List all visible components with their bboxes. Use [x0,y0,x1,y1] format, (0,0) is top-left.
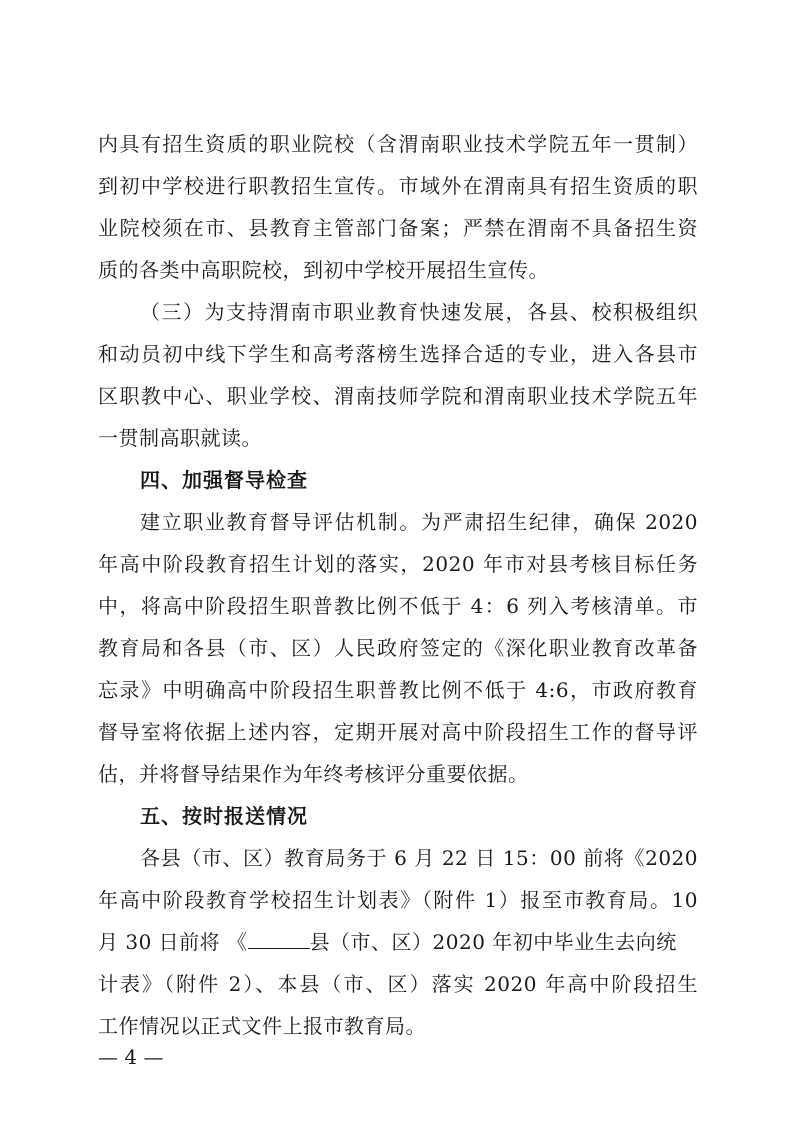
text-line: 教育局和各县（市、区）人民政府签定的《深化职业教育改革备 [98,636,698,660]
text-line: 忘录》中明确高中阶段招生职普教比例不低于 4:6，市政府教育 [98,678,698,702]
text-line: 计表》（附件 2）、本县（市、区）落实 2020 年高中阶段招生 [98,972,698,996]
text-line: 业院校须在市、县教育主管部门备案；严禁在渭南不具备招生资 [98,216,698,240]
text-segment: 月 30 日前将 《 [98,930,248,954]
fill-in-blank [248,930,310,949]
text-line: 内具有招生资质的职业院校（含渭南职业技术学院五年一贯制） [98,132,698,156]
text-line: 督导室将依据上述内容，定期开展对高中阶段招生工作的督导评 [98,720,698,744]
text-line: 工作情况以正式文件上报市教育局。 [98,1014,426,1038]
text-line: 质的各类中高职院校，到初中学校开展招生宣传。 [98,258,549,282]
text-line: 到初中学校进行职教招生宣传。市域外在渭南具有招生资质的职 [98,174,698,198]
text-line: 区职教中心、职业学校、渭南技师学院和渭南职业技术学院五年 [98,384,698,408]
text-line: 各县（市、区）教育局务于 6 月 22 日 15：00 前将《2020 [140,846,698,870]
text-line: 和动员初中线下学生和高考落榜生选择合适的专业，进入各县市 [98,342,698,366]
page-number: — 4 — [98,1045,164,1069]
section-heading-4: 四、加强督导检查 [140,468,308,492]
text-line: 估，并将督导结果作为年终考核评分重要依据。 [98,762,529,786]
text-line: 中，将高中阶段招生职普教比例不低于 4：6 列入考核清单。市 [98,594,698,618]
text-line: （三）为支持渭南市职业教育快速发展，各县、校积极组织 [140,300,698,324]
text-line: 年高中阶段教育学校招生计划表》（附件 1）报至市教育局。10 [98,888,698,912]
section-heading-5: 五、按时报送情况 [140,804,308,828]
text-line: 一贯制高职就读。 [98,426,262,450]
text-line: 建立职业教育督导评估机制。为严肃招生纪律，确保 2020 [140,510,698,534]
text-line-with-blank [98,928,698,956]
text-segment: 县（市、区）2020 年初中毕业生去向统 [309,930,677,954]
text-line: 年高中阶段教育招生计划的落实，2020 年市对县考核目标任务 [98,552,698,576]
